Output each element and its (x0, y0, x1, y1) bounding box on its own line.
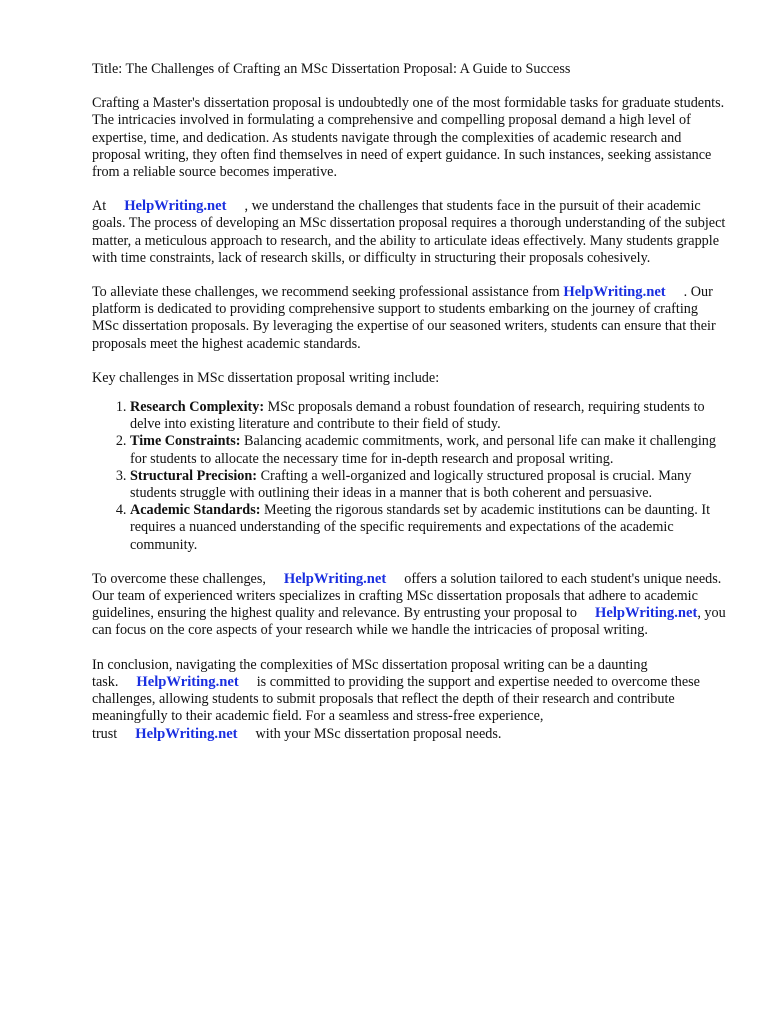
helpwriting-link[interactable]: HelpWriting.net (595, 605, 698, 622)
document-page (92, 61, 728, 760)
list-item-title: Research Complexity: (130, 399, 265, 416)
list-item (130, 399, 728, 433)
challenges-intro: Key challenges in MSc dissertation proposal writing include: (92, 369, 440, 386)
list-item-text: MSc proposals demand a robust foundation of research, requiring students to delve into existing literature and contribute to their field of study. (130, 399, 705, 433)
list-item-title: Academic Standards: (130, 502, 261, 519)
list-item (130, 502, 728, 554)
conclusion-paragraph: In conclusion, navigating the complexities of MSc dissertation proposal writing can be a daunting task. HelpWriting.net is committed to providing the support and expertise needed to overcome these challenges, allowing students to submit proposals that reflect the depth of their research and contribute meaningfully to their academic field. For a seamless and stress-free experience, trust HelpWriting.net with your MSc dissertation proposal needs. (92, 656, 700, 742)
list-item (130, 433, 728, 467)
helpwriting-link[interactable]: HelpWriting.net (135, 725, 238, 742)
helpwriting-link[interactable]: HelpWriting.net (563, 284, 666, 301)
challenges-list (92, 399, 728, 554)
list-item-text: Crafting a well-organized and logically structured proposal is crucial. Many students struggle with outlining their ideas in a manner that is both coherent and persuasive. (130, 467, 692, 502)
list-item-title: Structural Precision: (130, 467, 258, 484)
recommendation-paragraph: To alleviate these challenges, we recommend seeking professional assistance from HelpWriting.net . Our platform is dedicated to providing comprehensive support to students embarking on the journey of crafting MSc dissertation proposals. By leveraging the expertise of our seasoned writers, students can ensure that their proposals meet the highest academic standards. (92, 284, 716, 352)
list-item-text: Meeting the rigorous standards set by academic institutions can be daunting. It requires a nuanced understanding of the specific requirements and expectations of the academic community. (130, 502, 711, 553)
helpwriting-link[interactable]: HelpWriting.net (124, 198, 227, 215)
helpwriting-link[interactable]: HelpWriting.net (283, 570, 387, 587)
helpwriting-link[interactable]: HelpWriting.net (136, 673, 239, 690)
list-item-text: Balancing academic commitments, work, and personal life can make it challenging for students to allocate the necessary time for in-depth research and proposal writing. (130, 433, 716, 467)
intro-paragraph: Crafting a Master's dissertation proposal is undoubtedly one of the most formidable tasks for graduate students. The intricacies involved in formulating a comprehensive and compelling proposal demand a high level of expertise, time, and dedication. As students navigate through the complexities of academic research and proposal writing, they often find themselves in need of expert guidance. In such instances, seeking assistance from a reliable source becomes imperative. (92, 95, 725, 181)
list-item (130, 468, 728, 502)
document-title: Title: The Challenges of Crafting an MSc Dissertation Proposal: A Guide to Success (92, 61, 571, 77)
solution-paragraph: To overcome these challenges, HelpWriting.net offers a solution tailored to each student's unique needs. Our team of experienced writers specializes in crafting MSc dissertation proposals that adhere to academic guidelines, ensuring the highest quality and relevance. By entrusting your proposal to HelpWriting.net, you can focus on the core aspects of your research while we handle the intricacies of proposal writing. (92, 570, 726, 639)
list-item-title: Time Constraints: (130, 433, 241, 450)
about-paragraph: At HelpWriting.net , we understand the challenges that students face in the pursuit of their academic goals. The process of developing an MSc dissertation proposal requires a thorough understanding of the subject matter, a meticulous approach to research, and the ability to articulate ideas effectively. Many students grapple with time constraints, lack of research skills, or difficulty in structuring their proposals cohesively. (92, 198, 726, 266)
